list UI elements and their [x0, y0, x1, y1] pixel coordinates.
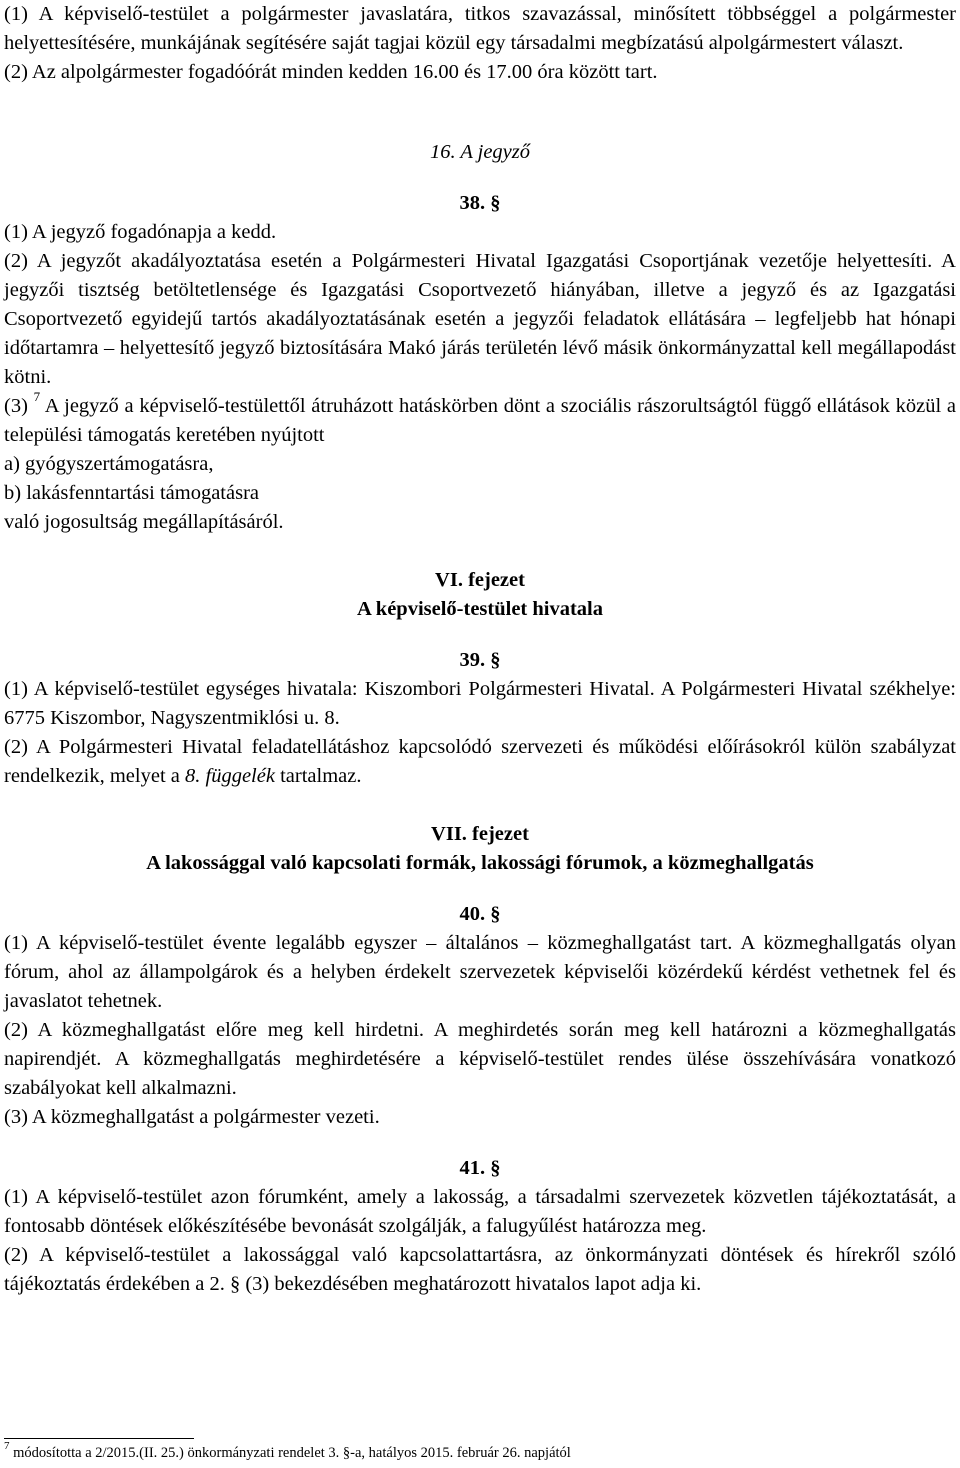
document-page — [4, 0, 956, 1299]
footnote-ref-7: 7 — [33, 389, 41, 405]
paragraph-alpolgarmester-2: (2) Az alpolgármester fogadóórát minden kedden 16.00 és 17.00 óra között tart. — [4, 61, 658, 83]
section-title-jegyzo: 16. A jegyző — [429, 141, 531, 163]
footnote-text: módosította a 2/2015.(II. 25.) önkormányzati rendelet 3. §-a, hatályos 2015. február 26. napjától — [13, 1445, 571, 1461]
paragraph-38-3-a: a) gyógyszertámogatásra, — [4, 453, 214, 475]
paragraph-40-3: (3) A közmeghallgatást a polgármester vezeti. — [4, 1106, 380, 1128]
footnote-number: 7 — [4, 1440, 10, 1453]
paragraph-39-2: (2) A Polgármesteri Hivatal feladatellátáshoz kapcsolódó szervezeti és működési előírásokról külön szabályzat rendelkezik, melyet a 8. függelék tartalmaz. — [4, 736, 956, 787]
chapter-6-title: A képviselő-testület hivatala — [357, 598, 603, 620]
chapter-7-title: A lakossággal való kapcsolati formák, lakossági fórumok, a közmeghallgatás — [146, 852, 814, 874]
chapter-6-label: VI. fejezet — [435, 569, 525, 591]
section-heading-41: 41. § — [459, 1157, 501, 1179]
paragraph-38-3-b: b) lakásfenntartási támogatásra — [4, 482, 259, 504]
footnote — [4, 1440, 571, 1462]
paragraph-41-2: (2) A képviselő-testület a lakossággal való kapcsolattartásra, az önkormányzati döntések és hírekről szóló tájékoztatás érdekében a 2. § (3) bekezdésében meghatározott hivatalos lapot adja ki. — [4, 1244, 956, 1295]
paragraph-41-1: (1) A képviselő-testület azon fórumként, amely a lakosság, a társadalmi szervezetek közvetlen tájékoztatását, a fontosabb döntések előkészítésébe bevonását szolgálják, a falugyűlést határozza meg. — [4, 1186, 956, 1237]
footnote-separator — [4, 1438, 194, 1439]
section-heading-40: 40. § — [459, 903, 501, 925]
paragraph-38-3-end: való jogosultság megállapításáról. — [4, 511, 284, 533]
paragraph-38-1: (1) A jegyző fogadónapja a kedd. — [4, 221, 277, 243]
paragraph-40-2: (2) A közmeghallgatást előre meg kell hirdetni. A meghirdetés során meg kell határozni a közmeghallgatás napirendjét. A közmeghallgatás meghirdetésére a képviselő-testület rendes ülése összehívására vonatkozó szabályokat kell alkalmazni. — [4, 1019, 956, 1099]
section-heading-38: 38. § — [459, 192, 501, 214]
paragraph-39-1: (1) A képviselő-testület egységes hivatala: Kiszombori Polgármesteri Hivatal. A Polgármesteri Hivatal székhelye: 6775 Kiszombor, Nagyszentmiklósi u. 8. — [4, 678, 956, 729]
paragraph-alpolgarmester-1: (1) A képviselő-testület a polgármester javaslatára, titkos szavazással, minősített többséggel a polgármester helyettesítésére, munkájának segítésére saját tagjai közül egy társadalmi megbízatású alpolgármestert választ. — [4, 3, 956, 54]
paragraph-38-3: (3) $^7$ A jegyző a képviselő-testülettől átruházott hatáskörben dönt a szociális rászorultságtól függő ellátások közül a települési támogatás keretében nyújtott — [4, 389, 957, 446]
section-heading-39: 39. § — [459, 649, 501, 671]
paragraph-38-2: (2) A jegyzőt akadályoztatása esetén a Polgármesteri Hivatal Igazgatási Csoportjának vezetője helyettesíti. A jegyzői tisztség betöltetlensége és Igazgatási Csoportvezető hiányában, illetve a jegyző és az Igazgatási Csoportvezető egyidejű tartós akadályoztatásának esetén a jegyzői feladatok ellátására – legfeljebb hat hónapi időtartamra – helyettesítő jegyző biztosítására Makó járás területén lévő másik önkormányzattal kell megállapodást kötni. — [4, 250, 956, 388]
chapter-7-label: VII. fejezet — [431, 823, 529, 845]
paragraph-40-1: (1) A képviselő-testület évente legalább egyszer – általános – közmeghallgatást tart. A közmeghallgatás olyan fórum, ahol az állampolgárok és a helyben érdekelt szervezetek képviselői közérdekű kérdést vethetnek fel és javaslatot tehetnek. — [4, 932, 956, 1012]
